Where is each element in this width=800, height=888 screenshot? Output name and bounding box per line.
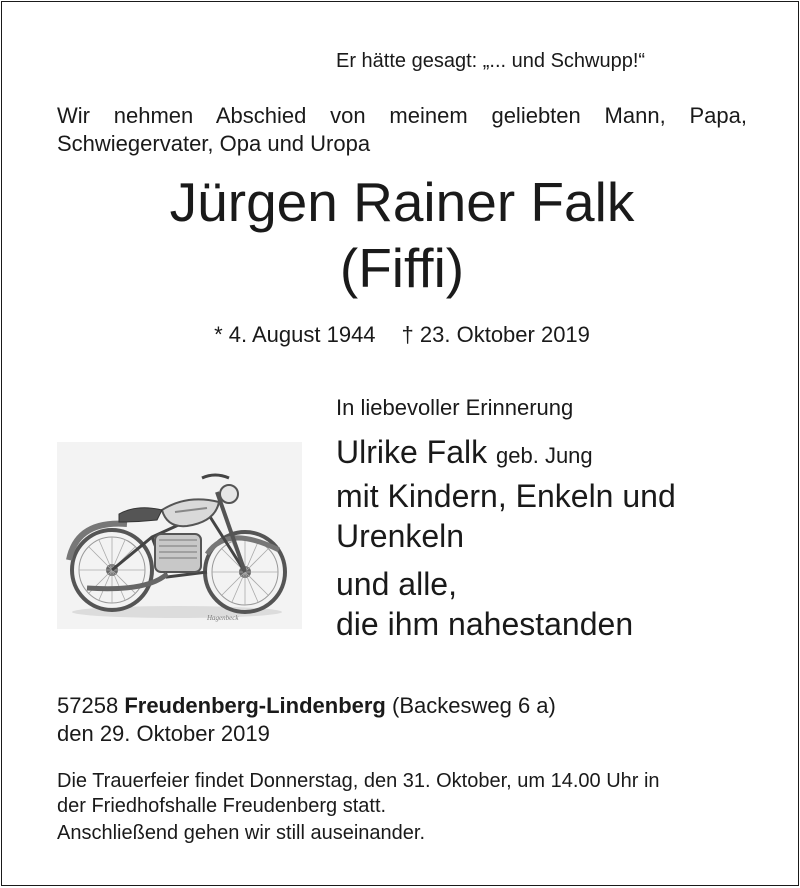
address-town: Freudenberg-Lindenberg <box>124 693 386 718</box>
address-block <box>57 692 556 748</box>
family-line-3: Urenkeln <box>336 518 465 554</box>
wife-maiden-name: geb. Jung <box>496 443 593 468</box>
motorcycle-drawing-icon <box>57 442 302 629</box>
ceremony-line-1: Die Trauerfeier findet Donnerstag, den 31. Oktober, um 14.00 Uhr in <box>57 770 660 792</box>
death-date: † 23. Oktober 2019 <box>401 322 590 347</box>
birth-date: * 4. August 1944 <box>214 322 376 347</box>
artist-signature: Hagenbeck <box>207 614 239 622</box>
quote-text: Er hätte gesagt: „... und Schwupp!“ <box>336 50 646 72</box>
family-line-4: und alle, <box>336 566 457 602</box>
ceremony-text <box>57 769 757 819</box>
closing-text: Anschließend gehen wir still auseinander. <box>57 822 425 844</box>
obituary-notice <box>1 1 799 886</box>
ceremony-line-2: der Friedhofshalle Freudenberg statt. <box>57 795 387 817</box>
life-dates <box>2 322 800 348</box>
family-line-2: mit Kindern, Enkeln und <box>336 478 676 514</box>
intro-text <box>57 102 747 158</box>
wife-name: Ulrike Falk <box>336 434 488 470</box>
address-street: (Backesweg 6 a) <box>392 693 556 718</box>
address-zip: 57258 <box>57 693 119 718</box>
family-line-5: die ihm nahestanden <box>336 606 634 642</box>
intro-line-1: Wir nehmen Abschied von meinem geliebten Mann, Papa, <box>57 103 747 128</box>
intro-line-2: Schwiegervater, Opa und Uropa <box>57 131 371 156</box>
memory-text: In liebevoller Erinnerung <box>336 395 574 420</box>
deceased-nickname: (Fiffi) <box>339 237 465 299</box>
address-date: den 29. Oktober 2019 <box>57 721 270 746</box>
deceased-name: Jürgen Rainer Falk <box>169 171 635 233</box>
family-list <box>336 432 676 644</box>
